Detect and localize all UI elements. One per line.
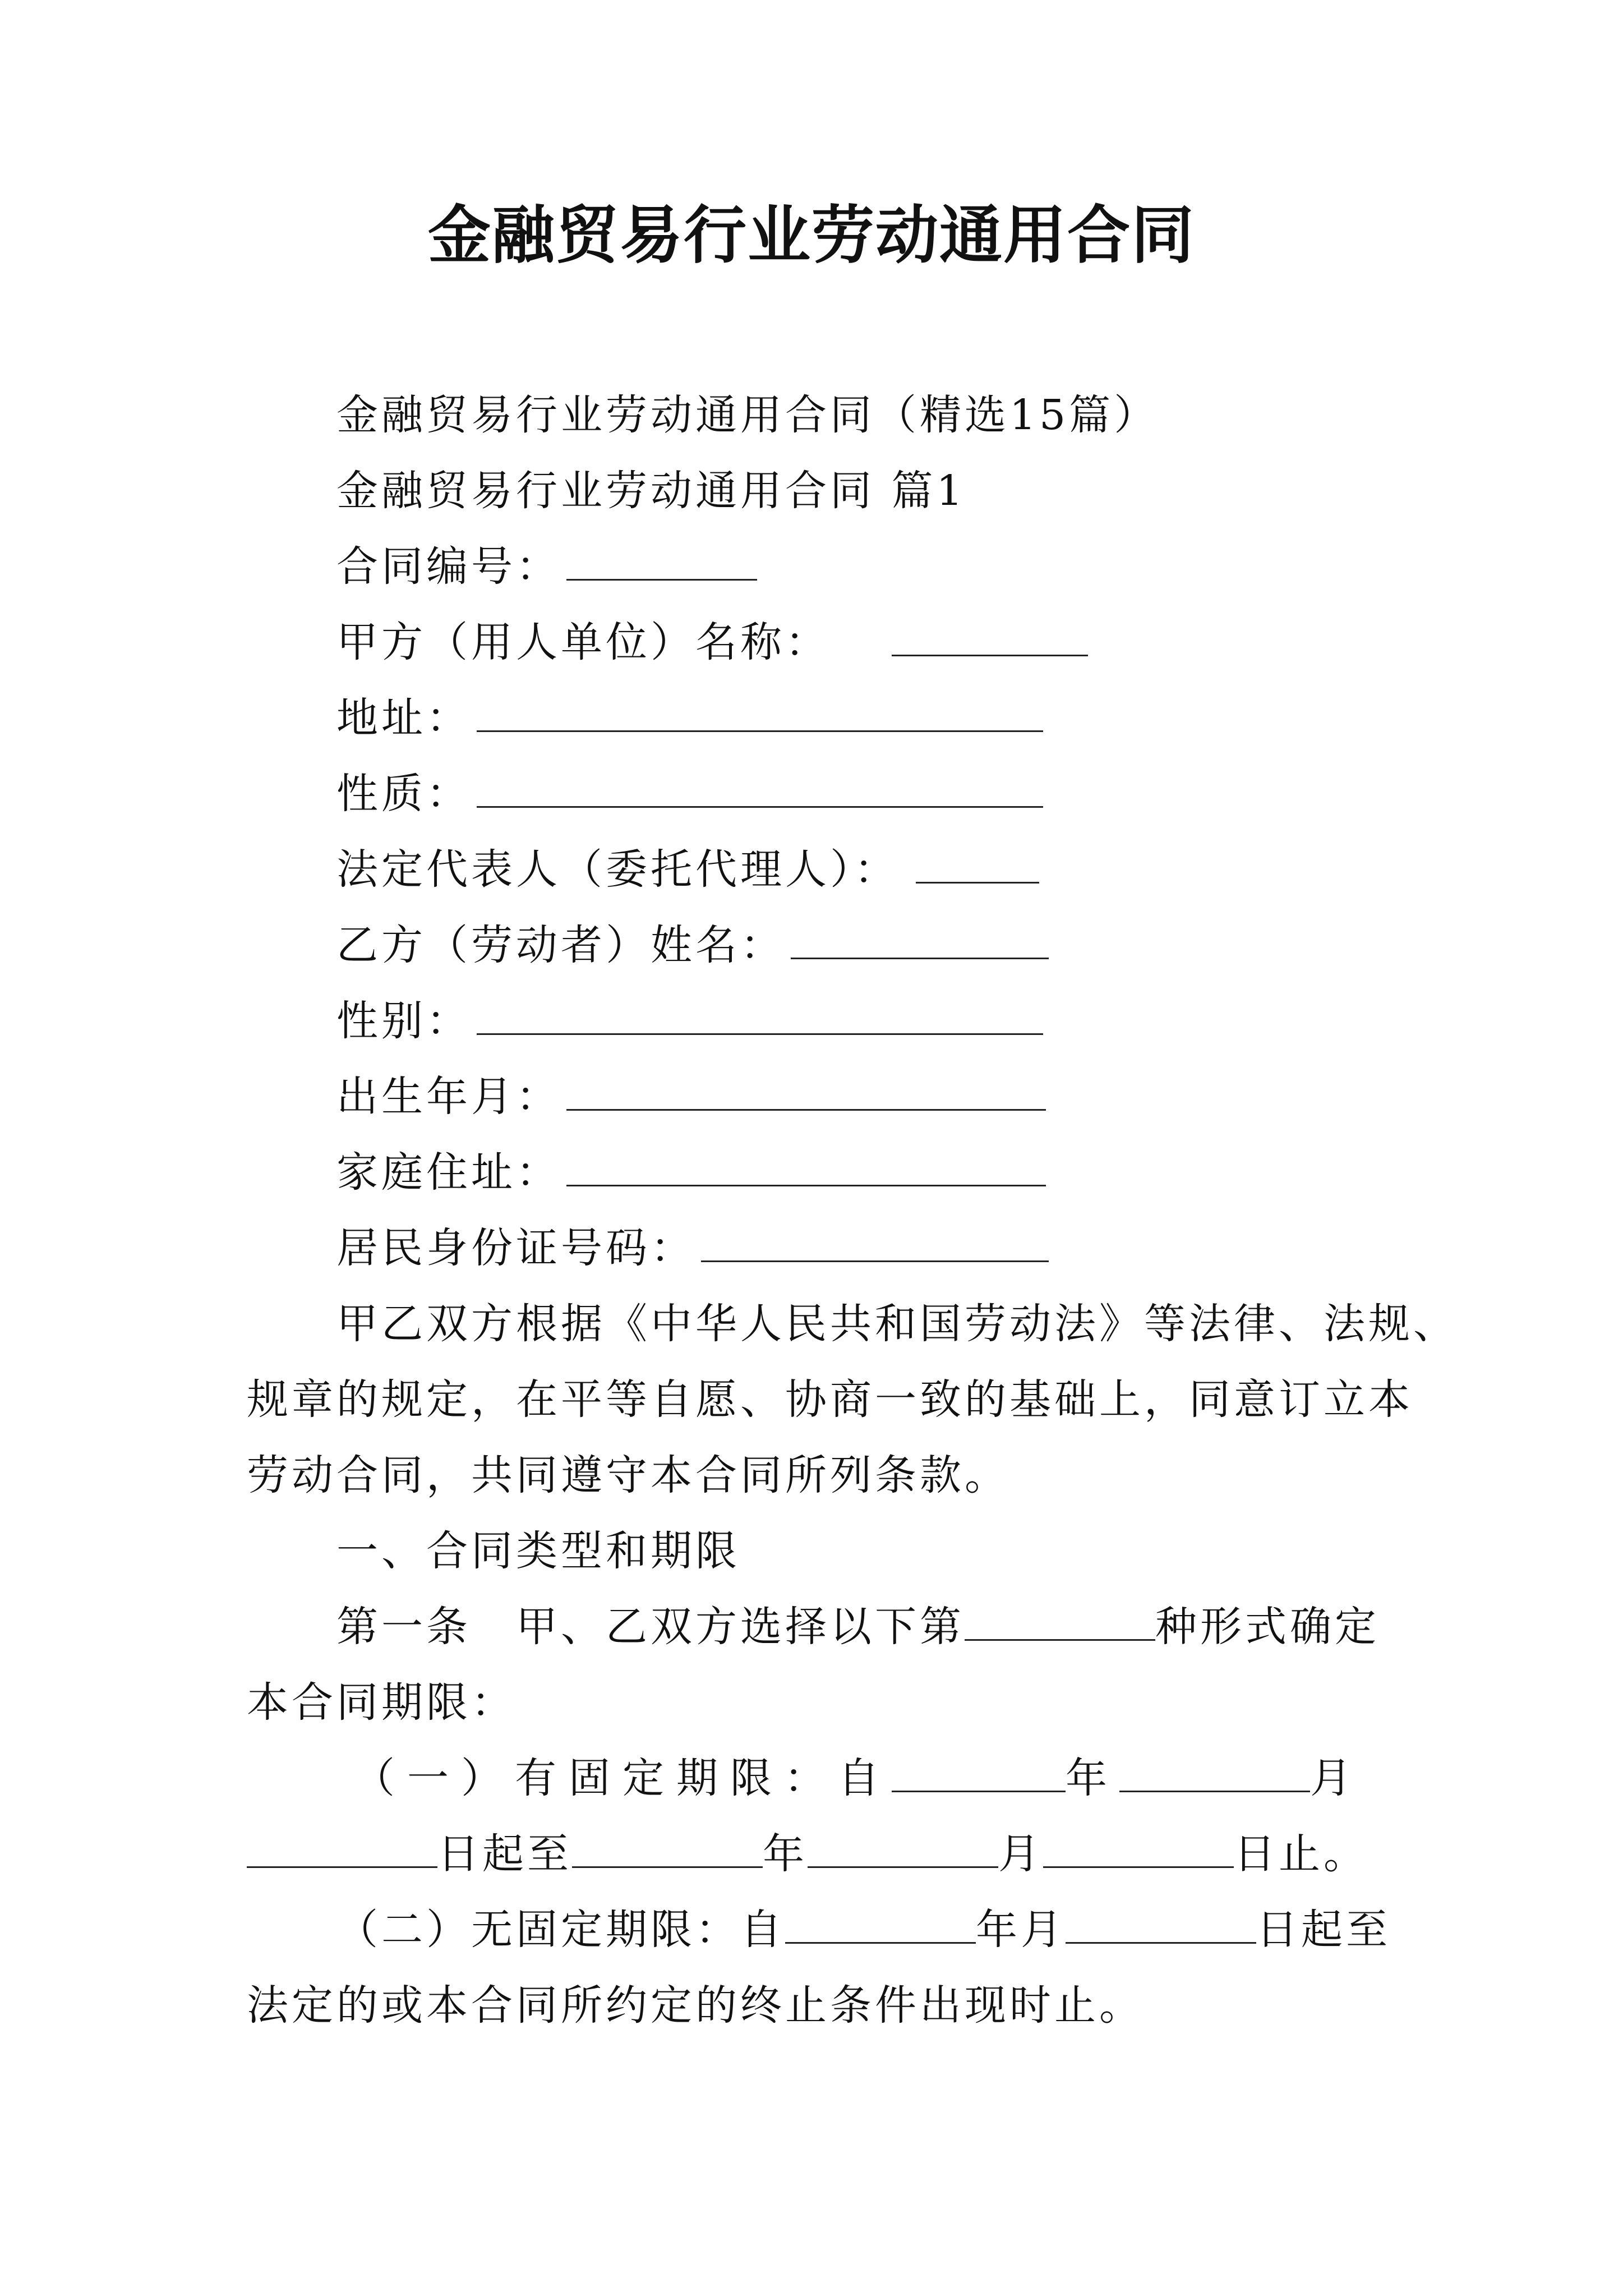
legal-representative-label: 法定代表人（委托代理人）： — [336, 845, 899, 894]
body-paragraph-line-2: 规章的规定，在平等自愿、协商一致的基础上，同意订立本 — [247, 1375, 1413, 1424]
birth-date-blank — [566, 1070, 1046, 1111]
fixed-term-year-unit: 年 — [1066, 1754, 1119, 1802]
fixed-term-row — [353, 1750, 1364, 1806]
home-address-row — [336, 1144, 1046, 1200]
party-a-name-label: 甲方（用人单位）名称： — [336, 618, 830, 666]
fixed-term-start-year-blank — [892, 1751, 1066, 1792]
article-one-text-a: 第一条 甲、乙双方选择以下第 — [336, 1603, 965, 1651]
fixed-term-start-month-blank — [1119, 1751, 1310, 1792]
contract-number-label: 合同编号： — [336, 542, 561, 591]
fixed-term-end-month-blank — [808, 1827, 998, 1868]
id-number-label: 居民身份证号码： — [336, 1224, 695, 1272]
section-one-heading: 一、合同类型和期限 — [336, 1527, 740, 1575]
address-label: 地址： — [336, 694, 471, 742]
open-term-year-month: 年月 — [976, 1906, 1066, 1954]
open-term-start-day-blank — [1066, 1903, 1256, 1944]
nature-row — [336, 766, 1043, 822]
fixed-term-day-from: 日起至 — [437, 1830, 572, 1878]
fixed-term-month2-unit: 月 — [998, 1830, 1043, 1878]
fixed-term-end-year-blank — [572, 1827, 763, 1868]
section-heading-line: 金融贸易行业劳动通用合同 篇1 — [336, 467, 966, 515]
party-b-name-blank — [791, 918, 1049, 959]
gender-label: 性别： — [336, 997, 471, 1045]
open-term-continuation: 法定的或本合同所约定的终止条件出现时止。 — [247, 1981, 1144, 2030]
open-term-label: （二）无固定期限：自 — [336, 1906, 785, 1954]
home-address-blank — [566, 1145, 1046, 1186]
party-a-name-blank — [892, 615, 1088, 656]
fixed-term-row-2 — [247, 1826, 1368, 1882]
address-blank — [477, 691, 1043, 732]
body-paragraph-line-3: 劳动合同，共同遵守本合同所列条款。 — [247, 1451, 1009, 1499]
contract-number-row — [336, 539, 757, 595]
subtitle-line: 金融贸易行业劳动通用合同（精选15篇） — [336, 391, 1159, 439]
legal-representative-row — [336, 841, 1039, 898]
gender-blank — [477, 994, 1043, 1035]
fixed-term-start-day-blank — [247, 1827, 437, 1868]
id-number-blank — [701, 1221, 1049, 1262]
article-one-text-b: 种形式确定 — [1155, 1603, 1380, 1651]
fixed-term-end-day-blank — [1043, 1827, 1234, 1868]
fixed-term-year2-unit: 年 — [763, 1830, 808, 1878]
legal-representative-blank — [916, 843, 1039, 884]
birth-date-row — [336, 1069, 1046, 1125]
birth-date-label: 出生年月： — [336, 1073, 561, 1121]
article-one-row — [336, 1599, 1380, 1655]
party-b-name-label: 乙方（劳动者）姓名： — [336, 921, 785, 969]
document-title: 金融贸易行业劳动通用合同 — [428, 199, 1195, 272]
open-term-row — [336, 1902, 1391, 1958]
party-b-name-row — [336, 917, 1049, 973]
fixed-term-month-unit: 月 — [1310, 1754, 1364, 1802]
home-address-label: 家庭住址： — [336, 1148, 561, 1197]
article-one-continuation: 本合同期限： — [247, 1678, 516, 1727]
address-row — [336, 690, 1043, 746]
contract-number-blank — [566, 540, 757, 581]
party-a-name-row — [336, 614, 1088, 670]
id-number-row — [336, 1220, 1049, 1276]
gender-row — [336, 993, 1043, 1049]
article-one-blank — [965, 1600, 1155, 1641]
open-term-start-year-blank — [785, 1903, 976, 1944]
nature-label: 性质： — [336, 770, 471, 818]
fixed-term-label: （一）有固定期限：自 — [353, 1754, 892, 1802]
nature-blank — [477, 767, 1043, 808]
body-paragraph-line-1: 甲乙双方根据《中华人民共和国劳动法》等法律、法规、 — [336, 1300, 1458, 1348]
open-term-day-from: 日起至 — [1256, 1906, 1391, 1954]
fixed-term-day-end: 日止。 — [1234, 1830, 1368, 1878]
